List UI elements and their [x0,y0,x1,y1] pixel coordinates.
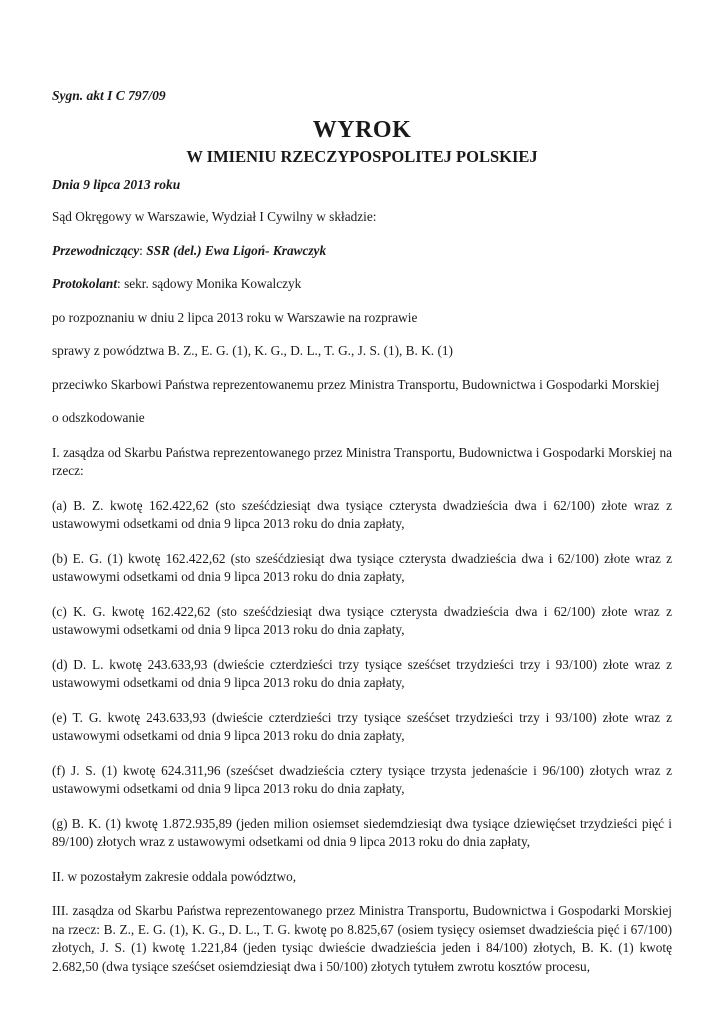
hearing-info: po rozpoznaniu w dniu 2 lipca 2013 roku w Warszawie na rozprawie [52,309,418,325]
court-recorder-name: sekr. sądowy Monika Kowalczyk [124,276,302,291]
ruling-paragraph-3: III. zasądza od Skarbu Państwa reprezentowanego przez Ministra Transportu, Budownictwa i Gospodarki Morskiej na rzecz: B. Z., E. G. (1), K. G., D. L., T. G. kwotę po 8.825,67 (osiem tysięcy osiemset dwadzieścia pięć i 67/100) złotych, J. S. (1) kwotę 1.221,84 (jeden tysiąc dwieście dwadzieścia jeden i 84/100) złotych, B. K. (1) kwotę 2.682,50 (dwa tysiące sześćset osiemdziesiąt dwa i 50/100) złotych tytułem zwrotu kosztów procesu, [52,903,672,974]
document-subtitle: W IMIENIU RZECZYPOSPOLITEJ POLSKIEJ [186,147,538,166]
document-title: WYROK [312,117,412,143]
ruling-item-d: (d) D. L. kwotę 243.633,93 (dwieście czterdzieści trzy tysiące sześćset trzydzieści trzy i 93/100) złote wraz z ustawowymi odsetkami od dnia 9 lipca 2013 roku do dnia zapłaty, [52,656,672,690]
plaintiffs: sprawy z powództwa B. Z., E. G. (1), K. G., D. L., T. G., J. S. (1), B. K. (1) [52,343,453,358]
defendant: przeciwko Skarbowi Państwa reprezentowanemu przez Ministra Transportu, Budownictwa i Gospodarki Morskiej [52,376,660,392]
court-composition: Sąd Okręgowy w Warszawie, Wydział I Cywilny w składzie: [52,209,377,224]
ruling-paragraph-2: II. w pozostałym zakresie oddala powództwo, [52,868,297,884]
ruling-item-a: (a) B. Z. kwotę 162.422,62 (sto sześćdziesiąt dwa tysiące czterysta dwadzieścia dwa i 62/100) złote wraz z ustawowymi odsetkami od dnia 9 lipca 2013 roku do dnia zapłaty, [52,497,672,531]
presiding-judge-label: Przewodniczący [52,242,140,258]
presiding-judge [52,242,672,261]
ruling-item-c: (c) K. G. kwotę 162.422,62 (sto sześćdziesiąt dwa tysiące czterysta dwadzieścia dwa i 62/100) złote wraz z ustawowymi odsetkami od dnia 9 lipca 2013 roku do dnia zapłaty, [52,603,672,637]
ruling-paragraph-1: I. zasądza od Skarbu Państwa reprezentowanego przez Ministra Transportu, Budownictwa i Gospodarki Morskiej na rzecz: [52,444,672,478]
ruling-item-b: (b) E. G. (1) kwotę 162.422,62 (sto sześćdziesiąt dwa tysiące czterysta dwadzieścia dwa i 62/100) złote wraz z ustawowymi odsetkami od dnia 9 lipca 2013 roku do dnia zapłaty, [52,550,672,584]
ruling-item-e: (e) T. G. kwotę 243.633,93 (dwieście czterdzieści trzy tysiące sześćset trzydzieści trzy i 93/100) złote wraz z ustawowymi odsetkami od dnia 9 lipca 2013 roku do dnia zapłaty, [52,709,672,743]
judgment-date: Dnia 9 lipca 2013 roku [52,177,181,192]
case-subject: o odszkodowanie [52,410,145,425]
ruling-item-f: (f) J. S. (1) kwotę 624.311,96 (sześćset dwadzieścia cztery tysiące trzysta jedenaście i 96/100) złotych wraz z ustawowymi odsetkami od dnia 9 lipca 2013 roku do dnia zapłaty, [52,762,672,796]
ruling-item-g: (g) B. K. (1) kwotę 1.872.935,89 (jeden milion osiemset siedemdziesiąt dwa tysiące dziewięćset trzydzieści pięć i 89/100) złotych wraz z ustawowymi odsetkami od dnia 9 lipca 2013 roku do dnia zapłaty, [52,815,672,849]
judgment-document [52,86,672,976]
court-recorder-separator: : [117,276,125,291]
case-signature: Sygn. akt I C 797/09 [52,88,166,103]
court-recorder [52,275,672,294]
presiding-judge-separator: : [139,242,147,258]
court-recorder-label: Protokolant [52,276,118,291]
presiding-judge-name: SSR (del.) Ewa Ligoń- Krawczyk [146,242,327,258]
